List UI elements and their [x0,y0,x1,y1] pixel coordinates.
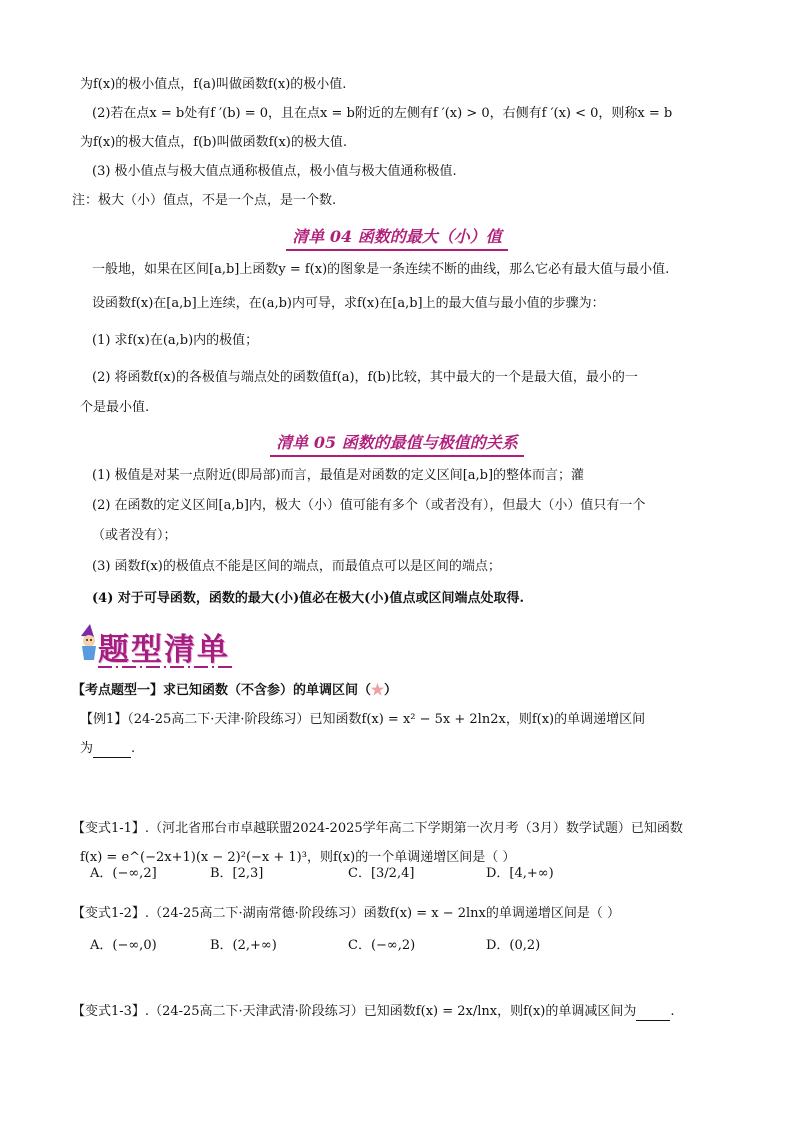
topic-heading-close: ） [384,683,398,698]
text-line: (1) 求f(x)在(a,b)内的极值； [92,333,259,348]
option-d[interactable]: D．(0,2) [486,938,541,953]
wizard-mascot-icon [78,624,98,662]
variant-1-3-end: . [670,1004,675,1019]
option-c[interactable]: C．(−∞,2) [348,938,416,953]
answer-blank[interactable] [93,745,131,758]
example-1-end: . [131,741,136,756]
text-line: (1) 极值是对某一点附近(即局部)而言，最值是对函数的定义区间[a,b]的整体而言；灌 [92,468,585,483]
section-heading-04-text: 清单 04 函数的最大（小）值 [286,224,507,251]
text-line: (2) 在函数的定义区间[a,b]内，极大（小）值可能有多个（或者没有），但最大（小）值只有一个 [92,498,646,513]
option-b[interactable]: B．(2,+∞) [210,938,277,953]
variant-1-2-stem: 【变式1-2】.（24-25高二下·湖南常德·阶段练习）函数f(x) = x − 2lnx的单调递增区间是（ ） [72,906,621,921]
answer-blank[interactable] [636,1008,670,1021]
question-types-banner [78,622,238,670]
option-a[interactable]: A．(−∞,2] [90,866,157,881]
text-line: (3) 函数f(x)的极值点不能是区间的端点，而最值点可以是区间的端点； [92,559,501,574]
text-line: 个是最小值. [80,400,150,415]
text-line: 一般地，如果在区间[a,b]上函数y = f(x)的图象是一条连续不断的曲线，那么它必有最大值与最小值. [92,262,670,277]
variant-1-3-text: 【变式1-3】.（24-25高二下·天津武清·阶段练习）已知函数f(x) = 2x/lnx，则f(x)的单调减区间为 [72,1004,637,1019]
banner-title: 题型清单 [98,632,230,668]
example-1-stem: 【例1】（24-25高二下·天津·阶段练习）已知函数f(x) = x² − 5x + 2ln2x，则f(x)的单调递增区间 [80,712,646,727]
example-1-answer-line [80,740,734,758]
option-d[interactable]: D．[4,+∞) [486,866,554,881]
text-line: (3) 极小值点与极大值点通称极值点，极小值与极大值通称极值. [92,164,457,179]
text-line: （或者没有）； [92,528,177,543]
star-icon: ★ [371,683,385,698]
variant-1-1-function: f(x) = e^(−2x+1)(x − 2)²(−x + 1)³，则f(x)的一个单调递增区间是（ ） [80,850,516,865]
text-line: 为f(x)的极小值点，f(a)叫做函数f(x)的极小值. [80,77,347,92]
option-b[interactable]: B．[2,3] [210,866,264,881]
section-heading-05-text: 清单 05 函数的最值与极值的关系 [270,430,523,457]
section-heading-05 [0,430,794,457]
option-a[interactable]: A．(−∞,0) [90,938,157,953]
text-line: 设函数f(x)在[a,b]上连续，在(a,b)内可导，求f(x)在[a,b]上的最大值与最小值的步骤为： [92,296,605,311]
example-1-prefix: 为 [80,741,94,756]
text-line: (4) 对于可导函数，函数的最大(小)值必在极大(小)值点或区间端点处取得. [92,591,525,606]
variant-1-1-stem: 【变式1-1】.（河北省邢台市卓越联盟2024-2025学年高二下学期第一次月考（3月）数学试题）已知函数 [72,821,683,836]
text-line: (2)若在点x = b处有f ′(b) = 0，且在点x = b附近的左侧有f ′(x) > 0，右侧有f ′(x) < 0，则称x = b [92,106,673,121]
text-line: 为f(x)的极大值点，f(b)叫做函数f(x)的极大值. [80,135,347,150]
topic-heading-text: 【考点题型一】求已知函数（不含参）的单调区间（ [72,683,372,698]
topic-heading [72,682,734,700]
banner-underline-decoration [98,664,236,670]
note-line: 注：极大（小）值点，不是一个点，是一个数. [72,193,337,208]
section-heading-04 [0,224,794,251]
variant-1-3-stem [72,1003,734,1021]
option-c[interactable]: C．[3/2,4] [348,866,415,881]
text-line: (2) 将函数f(x)的各极值与端点处的函数值f(a)，f(b)比较，其中最大的一个是最大值，最小的一 [92,370,638,385]
